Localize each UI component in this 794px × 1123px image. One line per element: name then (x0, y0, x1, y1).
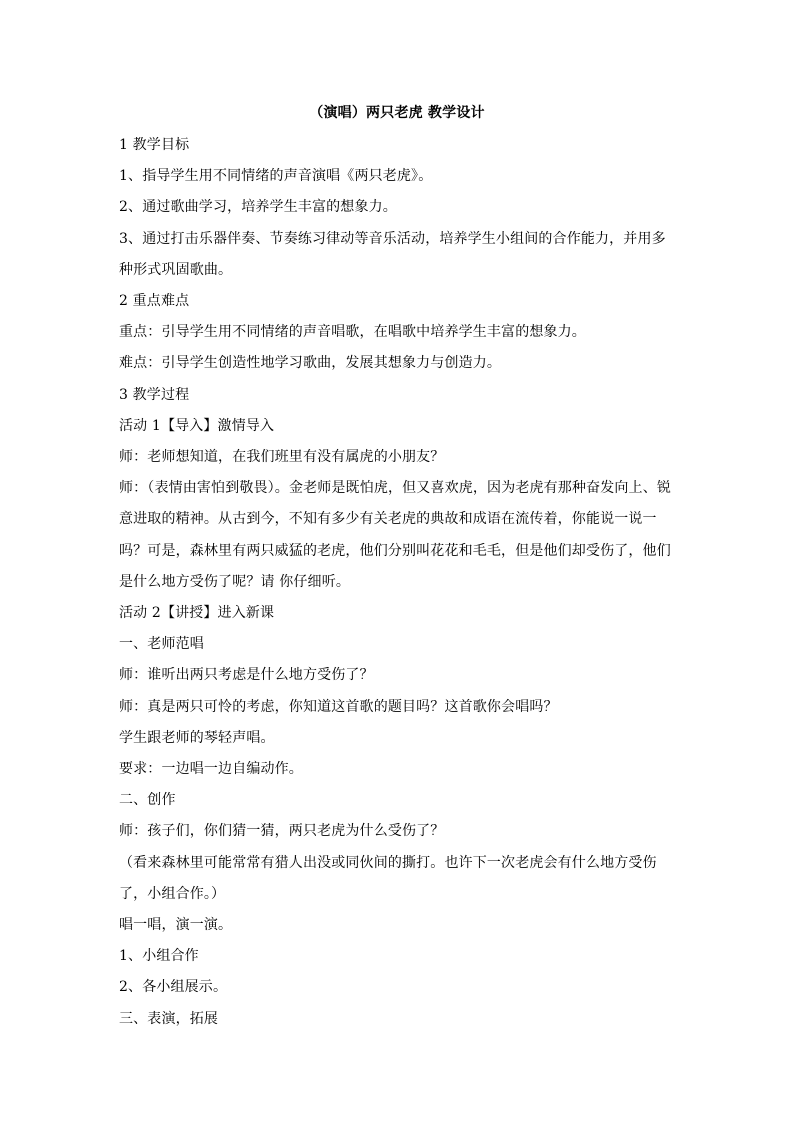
list-item: 2、各小组展示。 (119, 979, 228, 996)
requirement-line: 要求：一边唱一边自编动作。 (119, 761, 303, 778)
key-point: 重点：引导学生用不同情绪的声音唱歌，在唱歌中培养学生丰富的想象力。 (119, 324, 586, 341)
section-heading-goals: 1 教学目标 (119, 137, 190, 153)
teacher-line: 师：真是两只可怜的考虑，你知道这首歌的题目吗？这首歌你会唱吗？ (119, 698, 558, 715)
subsection-heading: 一、老师范唱 (119, 636, 204, 653)
activity-1-heading: 活动 1【导入】激情导入 (119, 417, 275, 434)
teacher-line: 师：谁听出两只考虑是什么地方受伤了？ (119, 667, 374, 684)
subsection-heading: 三、表演，拓展 (119, 1010, 219, 1027)
body-paragraph: （看来森林里可能常常有猎人出没或同伙间的撕打。也许下一次老虎会有什么地方受伤了，小组合作。） (119, 854, 657, 902)
teacher-line: 师：老师想知道，在我们班里有没有属虎的小朋友？ (119, 449, 445, 466)
body-paragraph: 唱一唱，演一演。 (119, 917, 233, 934)
teacher-line: 师：孩子们，你们猜一猜，两只老虎为什么受伤了？ (119, 823, 445, 840)
teacher-line: 师：（表情由害怕到敬畏）。金老师是既怕虎，但又喜欢虎，因为老虎有那种奋发向上、锐意进取的精神。从古到今，不知有多少有关老虎的典故和成语在流传着，你能说一说一吗？可是，森林里有两只威猛的老虎，他们分别叫花花和毛毛，但是他们却受伤了，他们是什么地方受伤了呢？请 你仔细听。 (119, 480, 671, 590)
section-heading-process: 3 教学过程 (119, 386, 190, 403)
section-heading-key-points: 2 重点难点 (119, 293, 190, 310)
list-item: 1、小组合作 (119, 948, 199, 965)
goal-item-1: 1、指导学生用不同情绪的声音演唱《两只老虎》。 (119, 168, 433, 185)
document-body (119, 130, 679, 1035)
body-paragraph: 学生跟老师的琴轻声唱。 (119, 729, 275, 746)
goal-item-2: 2、通过歌曲学习，培养学生丰富的想象力。 (119, 199, 397, 216)
subsection-heading: 二、创作 (119, 792, 176, 809)
document-title: （演唱）两只老虎 教学设计 (309, 105, 485, 121)
activity-2-heading: 活动 2【讲授】进入新课 (119, 605, 275, 622)
difficult-point: 难点：引导学生创造性地学习歌曲，发展其想象力与创造力。 (119, 355, 502, 372)
goal-item-3: 3、通过打击乐器伴奏、节奏练习律动等音乐活动，培养学生小组间的合作能力，并用多种形式巩固歌曲。 (119, 230, 666, 278)
